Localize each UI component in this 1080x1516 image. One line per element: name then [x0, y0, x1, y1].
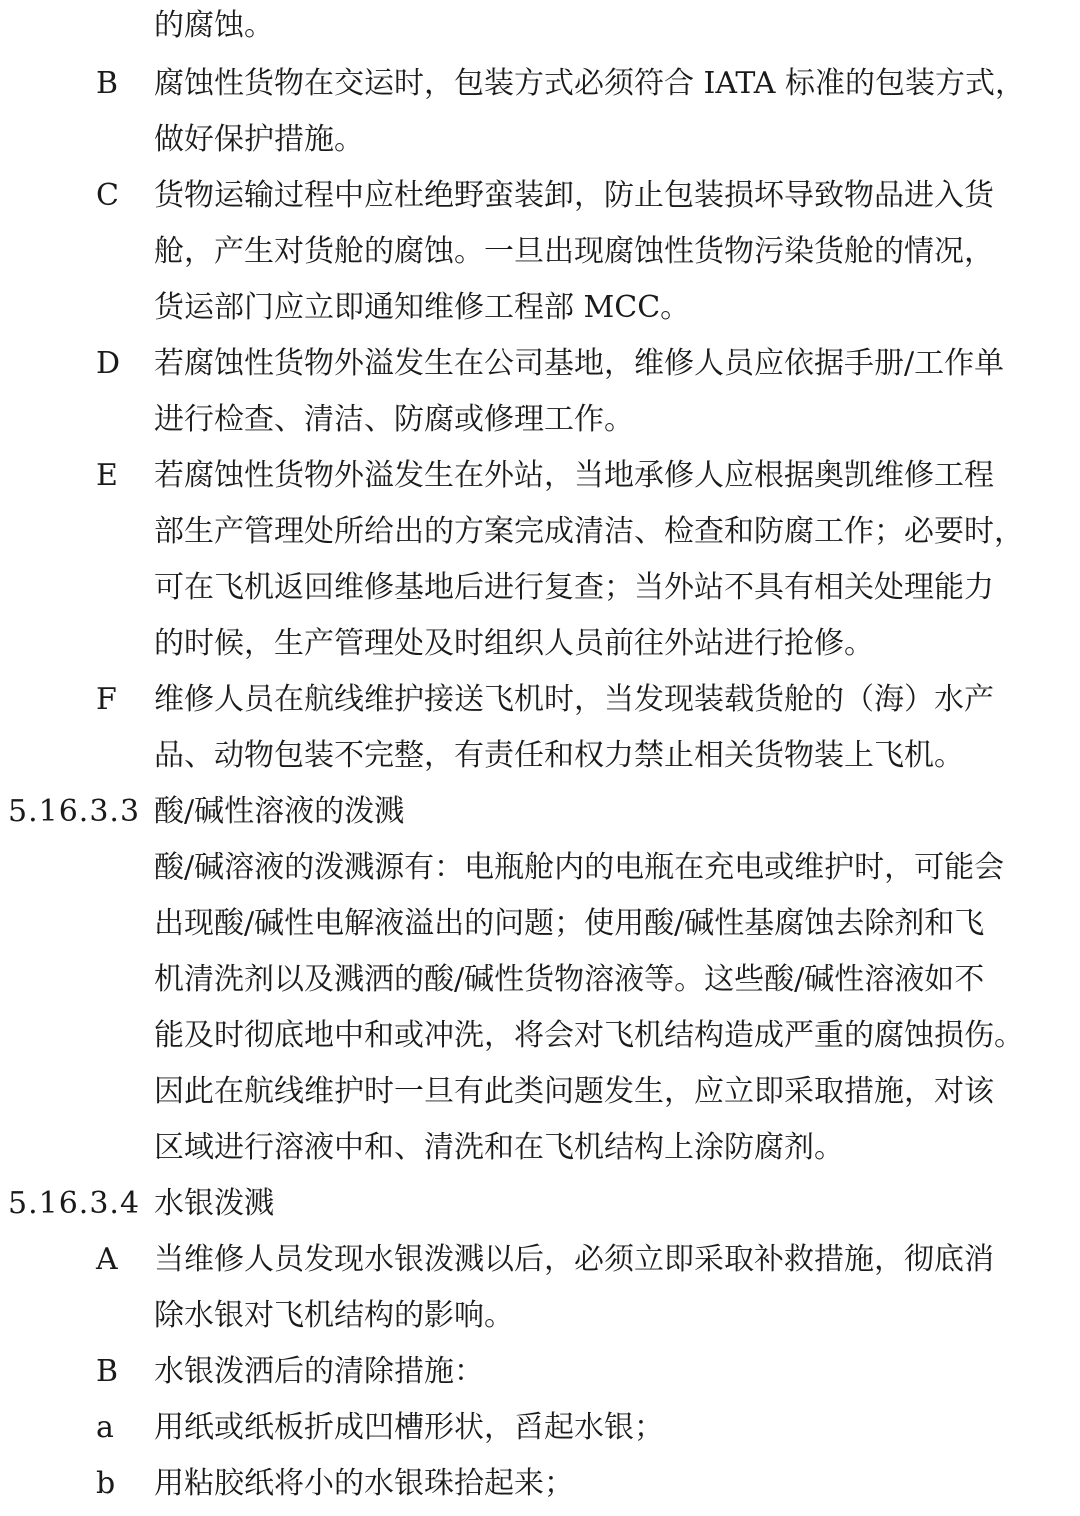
line-text: 出现酸/碱性电解液溢出的问题；使用酸/碱性基腐蚀去除剂和飞	[154, 906, 985, 941]
line-text: 舱，产生对货舱的腐蚀。一旦出现腐蚀性货物污染货舱的情况，	[154, 234, 994, 269]
item-marker: D	[96, 346, 121, 381]
line-text: 货物运输过程中应杜绝野蛮装卸，防止包装损坏导致物品进入货	[154, 178, 994, 213]
line-text: 能及时彻底地中和或冲洗，将会对飞机结构造成严重的腐蚀损伤。	[154, 1018, 1024, 1053]
line-text: 维修人员在航线维护接送飞机时，当发现装载货舱的（海）水产	[154, 682, 994, 717]
item-marker: a	[96, 1410, 114, 1445]
line-text: 若腐蚀性货物外溢发生在公司基地，维修人员应依据手册/工作单	[154, 346, 1005, 381]
item-marker: E	[96, 458, 118, 493]
line-text: 做好保护措施。	[154, 122, 364, 157]
line-text: 的时候，生产管理处及时组织人员前往外站进行抢修。	[154, 626, 874, 661]
item-marker: B	[96, 1354, 119, 1389]
item-marker: A	[96, 1242, 118, 1277]
line-text: 用粘胶纸将小的水银珠拾起来；	[154, 1466, 574, 1501]
section-title: 水银泼溅	[154, 1186, 274, 1221]
line-text: 进行检查、清洁、防腐或修理工作。	[154, 402, 634, 437]
line-text: 酸/碱溶液的泼溅源有：电瓶舱内的电瓶在充电或维护时，可能会	[154, 850, 1005, 885]
line-text: 的腐蚀。	[154, 8, 274, 43]
line-text: 货运部门应立即通知维修工程部 MCC。	[154, 290, 691, 325]
section-number: 5.16.3.3	[8, 794, 141, 829]
line-text: 因此在航线维护时一旦有此类问题发生，应立即采取措施，对该	[154, 1074, 994, 1109]
item-marker: b	[96, 1466, 116, 1501]
line-text: 当维修人员发现水银泼溅以后，必须立即采取补救措施，彻底消	[154, 1242, 994, 1277]
line-text: 若腐蚀性货物外溢发生在外站，当地承修人应根据奥凯维修工程	[154, 458, 994, 493]
line-text: 除水银对飞机结构的影响。	[154, 1298, 514, 1333]
item-marker: F	[96, 682, 117, 717]
line-text: 机清洗剂以及溅洒的酸/碱性货物溶液等。这些酸/碱性溶液如不	[154, 962, 985, 997]
line-text: 腐蚀性货物在交运时，包装方式必须符合 IATA 标准的包装方式，	[154, 66, 1025, 101]
line-text: 部生产管理处所给出的方案完成清洁、检查和防腐工作；必要时，	[154, 514, 1024, 549]
line-text: 品、动物包装不完整，有责任和权力禁止相关货物装上飞机。	[154, 738, 964, 773]
line-text: 可在飞机返回维修基地后进行复查；当外站不具有相关处理能力	[154, 570, 994, 605]
item-marker: B	[96, 66, 119, 101]
line-text: 区域进行溶液中和、清洗和在飞机结构上涂防腐剂。	[154, 1130, 844, 1165]
line-text: 水银泼洒后的清除措施：	[154, 1354, 484, 1389]
item-marker: C	[96, 178, 119, 213]
section-number: 5.16.3.4	[8, 1186, 141, 1221]
line-text: 用纸或纸板折成凹槽形状，舀起水银；	[154, 1410, 664, 1445]
section-title: 酸/碱性溶液的泼溅	[154, 794, 405, 829]
